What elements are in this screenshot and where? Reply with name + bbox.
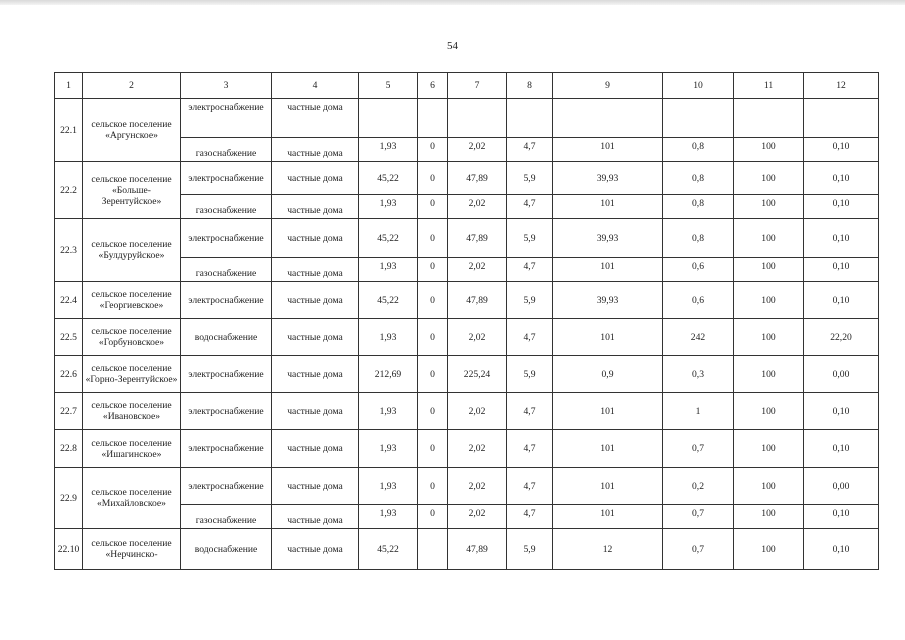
housing-type: частные дома: [272, 529, 359, 570]
service-type: электроснабжение: [181, 219, 272, 258]
value-10: 0,2: [663, 468, 734, 505]
value-5: 1,93: [359, 258, 418, 282]
table-row: [55, 282, 879, 319]
value-6: 0: [418, 195, 448, 219]
value-11: 100: [734, 356, 804, 393]
value-7: 2,02: [448, 468, 507, 505]
value-11: 100: [734, 393, 804, 430]
value-6: 0: [418, 505, 448, 529]
header-cell: 6: [418, 73, 448, 99]
value-10: 0,8: [663, 138, 734, 162]
value-8: 4,7: [507, 195, 553, 219]
value-12: 0,00: [804, 356, 879, 393]
value-8: 5,9: [507, 219, 553, 258]
value-9: 0,9: [553, 356, 663, 393]
row-id: 22.3: [55, 219, 83, 282]
value-9: 39,93: [553, 282, 663, 319]
value-8: 4,7: [507, 319, 553, 356]
value-6: 0: [418, 356, 448, 393]
value-11: 100: [734, 138, 804, 162]
value-10: 0,8: [663, 195, 734, 219]
value-12: 0,10: [804, 282, 879, 319]
housing-type: частные дома: [272, 282, 359, 319]
value-7: 2,02: [448, 393, 507, 430]
value-5: 45,22: [359, 162, 418, 195]
value-5: 1,93: [359, 505, 418, 529]
value-6: 0: [418, 468, 448, 505]
service-type: электроснабжение: [181, 282, 272, 319]
housing-type: частные дома: [272, 319, 359, 356]
value-8: 4,7: [507, 505, 553, 529]
housing-type: частные дома: [272, 505, 359, 529]
value-10: 0,7: [663, 505, 734, 529]
value-6: 0: [418, 219, 448, 258]
data-table: [54, 72, 879, 570]
value-7: 225,24: [448, 356, 507, 393]
value-11: 100: [734, 319, 804, 356]
header-cell: 2: [83, 73, 181, 99]
value-9: 101: [553, 393, 663, 430]
row-id: 22.6: [55, 356, 83, 393]
value-8: 4,7: [507, 138, 553, 162]
value-10: 0,6: [663, 282, 734, 319]
housing-type: частные дома: [272, 219, 359, 258]
table-row: [55, 162, 879, 195]
value-7: 2,02: [448, 195, 507, 219]
value-5: 45,22: [359, 282, 418, 319]
value-6: [418, 99, 448, 138]
housing-type: частные дома: [272, 162, 359, 195]
value-11: 100: [734, 505, 804, 529]
settlement-name: сельское поселение «Ишагинское»: [83, 430, 181, 468]
value-10: 0,8: [663, 162, 734, 195]
service-type: электроснабжение: [181, 162, 272, 195]
value-11: [734, 99, 804, 138]
value-7: 47,89: [448, 282, 507, 319]
value-12: 0,10: [804, 195, 879, 219]
value-5: 1,93: [359, 138, 418, 162]
value-9: 39,93: [553, 219, 663, 258]
value-11: 100: [734, 195, 804, 219]
header-cell: 8: [507, 73, 553, 99]
header-row: [55, 73, 879, 99]
value-11: 100: [734, 529, 804, 570]
service-type: водоснабжение: [181, 319, 272, 356]
table-row: [55, 99, 879, 138]
value-12: 0,10: [804, 430, 879, 468]
value-7: 2,02: [448, 319, 507, 356]
value-12: 0,10: [804, 393, 879, 430]
value-9: 12: [553, 529, 663, 570]
value-9: 101: [553, 195, 663, 219]
header-cell: 10: [663, 73, 734, 99]
value-7: 2,02: [448, 258, 507, 282]
value-7: 47,89: [448, 219, 507, 258]
service-type: газоснабжение: [181, 505, 272, 529]
value-9: 101: [553, 468, 663, 505]
header-cell: 4: [272, 73, 359, 99]
settlement-name: сельское поселение «Горбуновское»: [83, 319, 181, 356]
value-5: 1,93: [359, 319, 418, 356]
value-7: 47,89: [448, 529, 507, 570]
value-5: 1,93: [359, 468, 418, 505]
value-8: 5,9: [507, 282, 553, 319]
value-9: 39,93: [553, 162, 663, 195]
value-6: 0: [418, 319, 448, 356]
service-type: газоснабжение: [181, 195, 272, 219]
settlement-name: сельское поселение «Аргунское»: [83, 99, 181, 162]
value-12: 0,10: [804, 162, 879, 195]
value-8: 4,7: [507, 430, 553, 468]
value-5: 212,69: [359, 356, 418, 393]
row-id: 22.9: [55, 468, 83, 529]
value-8: 4,7: [507, 393, 553, 430]
header-cell: 5: [359, 73, 418, 99]
value-8: 5,9: [507, 529, 553, 570]
value-12: 22,20: [804, 319, 879, 356]
value-10: 1: [663, 393, 734, 430]
value-12: 0,10: [804, 505, 879, 529]
header-cell: 11: [734, 73, 804, 99]
service-type: электроснабжение: [181, 393, 272, 430]
value-11: 100: [734, 282, 804, 319]
service-type: газоснабжение: [181, 258, 272, 282]
service-type: электроснабжение: [181, 356, 272, 393]
value-6: 0: [418, 162, 448, 195]
value-5: 1,93: [359, 195, 418, 219]
value-5: 45,22: [359, 219, 418, 258]
settlement-name: сельское поселение «Нерчинско-: [83, 529, 181, 570]
value-5: 45,22: [359, 529, 418, 570]
value-8: 4,7: [507, 468, 553, 505]
value-11: 100: [734, 258, 804, 282]
row-id: 22.1: [55, 99, 83, 162]
value-12: 0,10: [804, 138, 879, 162]
value-7: 47,89: [448, 162, 507, 195]
table-row: [55, 529, 879, 570]
housing-type: частные дома: [272, 195, 359, 219]
value-10: 242: [663, 319, 734, 356]
page-number: 54: [447, 40, 458, 52]
settlement-name: сельское поселение «Михайловское»: [83, 468, 181, 529]
value-6: [418, 529, 448, 570]
value-9: 101: [553, 505, 663, 529]
row-id: 22.5: [55, 319, 83, 356]
value-6: 0: [418, 393, 448, 430]
value-10: 0,7: [663, 430, 734, 468]
value-10: 0,7: [663, 529, 734, 570]
header-cell: 1: [55, 73, 83, 99]
settlement-name: сельское поселение «Ивановское»: [83, 393, 181, 430]
service-type: электроснабжение: [181, 430, 272, 468]
housing-type: частные дома: [272, 99, 359, 138]
value-5: 1,93: [359, 430, 418, 468]
header-cell: 12: [804, 73, 879, 99]
value-12: 0,10: [804, 258, 879, 282]
settlement-name: сельское поселение «Георгиевское»: [83, 282, 181, 319]
value-10: [663, 99, 734, 138]
service-type: электроснабжение: [181, 468, 272, 505]
value-9: 101: [553, 430, 663, 468]
settlement-name: сельское поселение «Больше-Зерентуйское»: [83, 162, 181, 219]
service-type: водоснабжение: [181, 529, 272, 570]
header-cell: 7: [448, 73, 507, 99]
value-10: 0,3: [663, 356, 734, 393]
value-7: 2,02: [448, 138, 507, 162]
value-11: 100: [734, 162, 804, 195]
value-6: 0: [418, 430, 448, 468]
housing-type: частные дома: [272, 393, 359, 430]
value-12: 0,10: [804, 529, 879, 570]
value-6: 0: [418, 258, 448, 282]
row-id: 22.2: [55, 162, 83, 219]
row-id: 22.7: [55, 393, 83, 430]
header-cell: 9: [553, 73, 663, 99]
value-11: 100: [734, 430, 804, 468]
settlement-name: сельское поселение «Горно-Зерентуйское»: [83, 356, 181, 393]
table-row: [55, 430, 879, 468]
housing-type: частные дома: [272, 138, 359, 162]
scan-top-edge: [0, 0, 905, 5]
housing-type: частные дома: [272, 258, 359, 282]
value-7: 2,02: [448, 430, 507, 468]
value-8: 5,9: [507, 356, 553, 393]
value-5: 1,93: [359, 393, 418, 430]
value-7: [448, 99, 507, 138]
service-type: электроснабжение: [181, 99, 272, 138]
value-11: 100: [734, 468, 804, 505]
value-9: 101: [553, 138, 663, 162]
row-id: 22.4: [55, 282, 83, 319]
value-6: 0: [418, 138, 448, 162]
row-id: 22.8: [55, 430, 83, 468]
housing-type: частные дома: [272, 356, 359, 393]
value-10: 0,6: [663, 258, 734, 282]
value-8: 4,7: [507, 258, 553, 282]
value-9: 101: [553, 258, 663, 282]
value-5: [359, 99, 418, 138]
value-7: 2,02: [448, 505, 507, 529]
housing-type: частные дома: [272, 430, 359, 468]
value-9: 101: [553, 319, 663, 356]
service-type: газоснабжение: [181, 138, 272, 162]
value-12: 0,00: [804, 468, 879, 505]
housing-type: частные дома: [272, 468, 359, 505]
value-12: [804, 99, 879, 138]
value-6: 0: [418, 282, 448, 319]
value-12: 0,10: [804, 219, 879, 258]
value-8: 5,9: [507, 162, 553, 195]
value-9: [553, 99, 663, 138]
table-row: [55, 468, 879, 505]
table-row: [55, 393, 879, 430]
value-11: 100: [734, 219, 804, 258]
settlement-name: сельское поселение «Булдуруйское»: [83, 219, 181, 282]
table-row: [55, 319, 879, 356]
table-row: [55, 356, 879, 393]
value-10: 0,8: [663, 219, 734, 258]
header-cell: 3: [181, 73, 272, 99]
value-8: [507, 99, 553, 138]
table-row: [55, 219, 879, 258]
row-id: 22.10: [55, 529, 83, 570]
